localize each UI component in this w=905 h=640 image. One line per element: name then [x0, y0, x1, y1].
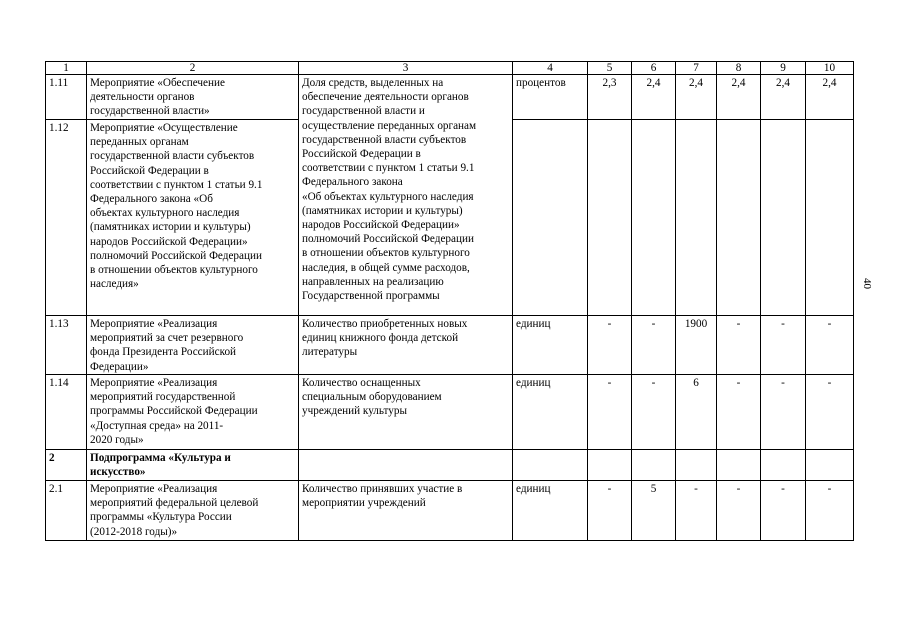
column-header: 2 — [87, 62, 299, 75]
page-number: 40 — [861, 278, 873, 289]
column-header: 6 — [632, 62, 676, 75]
unit: процентов — [513, 75, 588, 120]
indicator-name: Количество оснащенных специальным оборудованием учреждений культуры — [299, 375, 513, 450]
value-cell: 2,4 — [717, 75, 761, 120]
indicator-name: Количество приобретенных новых единиц книжного фонда детской литературы — [299, 316, 513, 375]
indicator-name: Доля средств, выделенных на обеспечение деятельности органов государственной власти и осуществление переданных органам государственной власти субъектов Российской Федерации в соответствии с пунктом 1 статьи 9.1 Федерального закона «Об объектах культурного наследия (памятниках истории и культуры) народов Российской Федерации» полномочий Российской Федерации в отношении объектов культурного наследия, в общей сумме расходов, направленных на реализацию Государственной программы — [299, 75, 513, 316]
empty-cell — [676, 450, 717, 481]
value-cell: 1900 — [676, 316, 717, 375]
value-cell: - — [632, 316, 676, 375]
row-number: 1.11 — [46, 75, 87, 120]
column-header: 1 — [46, 62, 87, 75]
value-cell: - — [806, 481, 854, 541]
empty-cell — [513, 120, 588, 316]
value-cell: 2,4 — [761, 75, 806, 120]
column-header: 5 — [588, 62, 632, 75]
empty-cell — [632, 120, 676, 316]
empty-cell — [676, 120, 717, 316]
subprogram-row — [46, 450, 854, 481]
row-number: 1.13 — [46, 316, 87, 375]
row-number: 2 — [46, 450, 87, 481]
column-header: 7 — [676, 62, 717, 75]
column-header: 4 — [513, 62, 588, 75]
value-cell: 2,4 — [806, 75, 854, 120]
value-cell: - — [806, 316, 854, 375]
unit: единиц — [513, 375, 588, 450]
event-name: Мероприятие «Реализация мероприятий за счет резервного фонда Президента Российской Федерации» — [87, 316, 299, 375]
empty-cell — [806, 450, 854, 481]
value-cell: 2,3 — [588, 75, 632, 120]
empty-cell — [761, 120, 806, 316]
row-number: 2.1 — [46, 481, 87, 541]
value-cell: - — [588, 375, 632, 450]
value-cell: - — [676, 481, 717, 541]
value-cell: - — [717, 316, 761, 375]
row-number: 1.14 — [46, 375, 87, 450]
unit: единиц — [513, 316, 588, 375]
indicator-name: Количество принявших участие в мероприятии учреждений — [299, 481, 513, 541]
value-cell: - — [717, 375, 761, 450]
column-header: 10 — [806, 62, 854, 75]
empty-cell — [513, 450, 588, 481]
empty-cell — [761, 450, 806, 481]
empty-cell — [588, 120, 632, 316]
value-cell: - — [806, 375, 854, 450]
empty-cell — [717, 450, 761, 481]
subprogram-title: Подпрограмма «Культура и искусство» — [87, 450, 299, 481]
value-cell: 5 — [632, 481, 676, 541]
indicators-table — [45, 61, 854, 541]
column-header: 3 — [299, 62, 513, 75]
table-row — [46, 75, 854, 120]
row-number: 1.12 — [46, 120, 87, 316]
event-name: Мероприятие «Реализация мероприятий федеральной целевой программы «Культура России (2012-2018 годы)» — [87, 481, 299, 541]
empty-cell — [632, 450, 676, 481]
event-name: Мероприятие «Реализация мероприятий государственной программы Российской Федерации «Доступная среда» на 2011- 2020 годы» — [87, 375, 299, 450]
event-name: Мероприятие «Осуществление переданных органам государственной власти субъектов Российской Федерации в соответствии с пунктом 1 статьи 9.1 Федерального закона «Об объектах культурного наследия (памятниках истории и культуры) народов Российской Федерации» полномочий Российской Федерации в отношении объектов культурного наследия» — [87, 120, 299, 316]
value-cell: - — [632, 375, 676, 450]
value-cell: 6 — [676, 375, 717, 450]
event-name: Мероприятие «Обеспечение деятельности органов государственной власти» — [87, 75, 299, 120]
unit: единиц — [513, 481, 588, 541]
column-header: 9 — [761, 62, 806, 75]
column-header: 8 — [717, 62, 761, 75]
value-cell: 2,4 — [676, 75, 717, 120]
value-cell: - — [717, 481, 761, 541]
value-cell: - — [761, 316, 806, 375]
column-number-row — [46, 62, 854, 75]
table-row — [46, 481, 854, 541]
value-cell: - — [761, 481, 806, 541]
value-cell: - — [761, 375, 806, 450]
value-cell: - — [588, 481, 632, 541]
empty-cell — [299, 450, 513, 481]
table-row — [46, 375, 854, 450]
empty-cell — [717, 120, 761, 316]
value-cell: 2,4 — [632, 75, 676, 120]
empty-cell — [588, 450, 632, 481]
table-row — [46, 316, 854, 375]
empty-cell — [806, 120, 854, 316]
value-cell: - — [588, 316, 632, 375]
